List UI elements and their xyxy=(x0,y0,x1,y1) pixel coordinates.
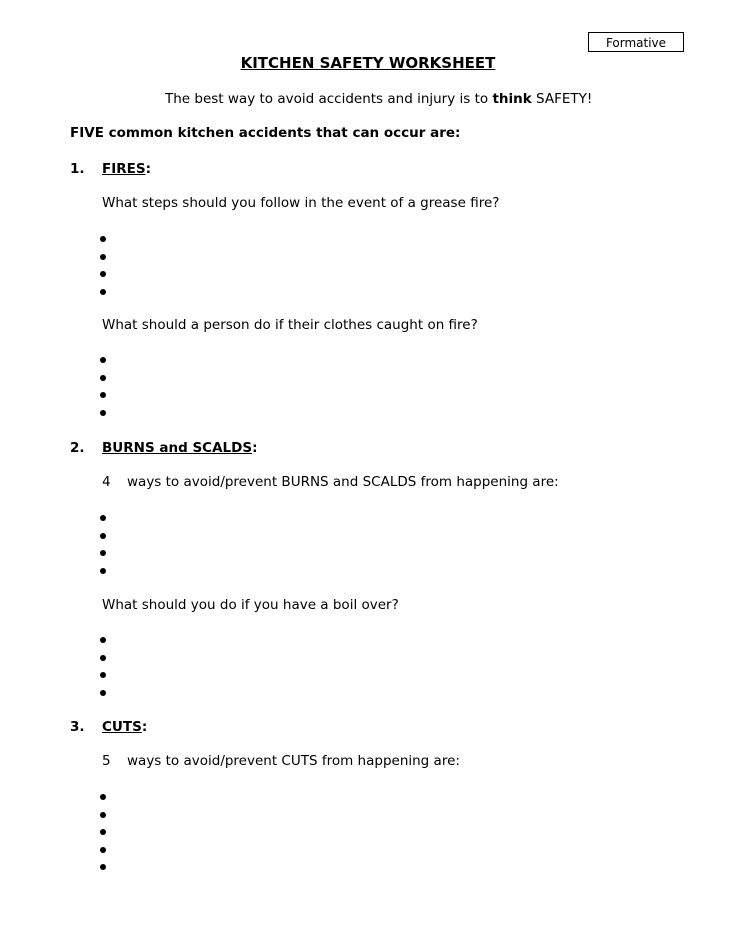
cuts-question-1-text: ways to avoid/prevent CUTS from happening are: xyxy=(127,753,460,769)
section-1-colon: : xyxy=(145,161,151,177)
burns-question-1-text: ways to avoid/prevent BURNS and SCALDS from happening are: xyxy=(127,474,559,490)
intro-before: The best way to avoid accidents and injury is to xyxy=(165,91,493,107)
burns-question-1 xyxy=(102,474,559,490)
fires-question-2: What should a person do if their clothes caught on fire? xyxy=(102,317,478,333)
section-3-title-text: CUTS xyxy=(102,719,142,735)
fires-question-1: What steps should you follow in the event of a grease fire? xyxy=(102,195,500,211)
burns-question-2: What should you do if you have a boil over? xyxy=(102,597,399,613)
cuts-question-1 xyxy=(102,753,460,769)
section-2-number: 2. xyxy=(70,440,85,456)
intro-bold: think xyxy=(492,91,532,107)
section-1-title-text: FIRES xyxy=(102,161,146,177)
section-1-title xyxy=(102,161,151,177)
intro-after: SAFETY! xyxy=(531,91,593,107)
section-3-number: 3. xyxy=(70,719,85,735)
intro-line xyxy=(165,91,592,107)
accidents-heading: FIVE common kitchen accidents that can occur are: xyxy=(70,125,461,141)
section-2-colon: : xyxy=(252,440,258,456)
cuts-question-1-count: 5 xyxy=(102,753,111,769)
section-3-title xyxy=(102,719,147,735)
section-1-number: 1. xyxy=(70,161,85,177)
section-3-colon: : xyxy=(141,719,148,735)
section-2-title xyxy=(102,440,257,456)
burns-question-1-count: 4 xyxy=(102,474,111,490)
section-2-title-text: BURNS and SCALDS xyxy=(102,440,253,456)
worksheet-title: KITCHEN SAFETY WORKSHEET xyxy=(240,54,496,72)
formative-badge: Formative xyxy=(588,32,684,52)
